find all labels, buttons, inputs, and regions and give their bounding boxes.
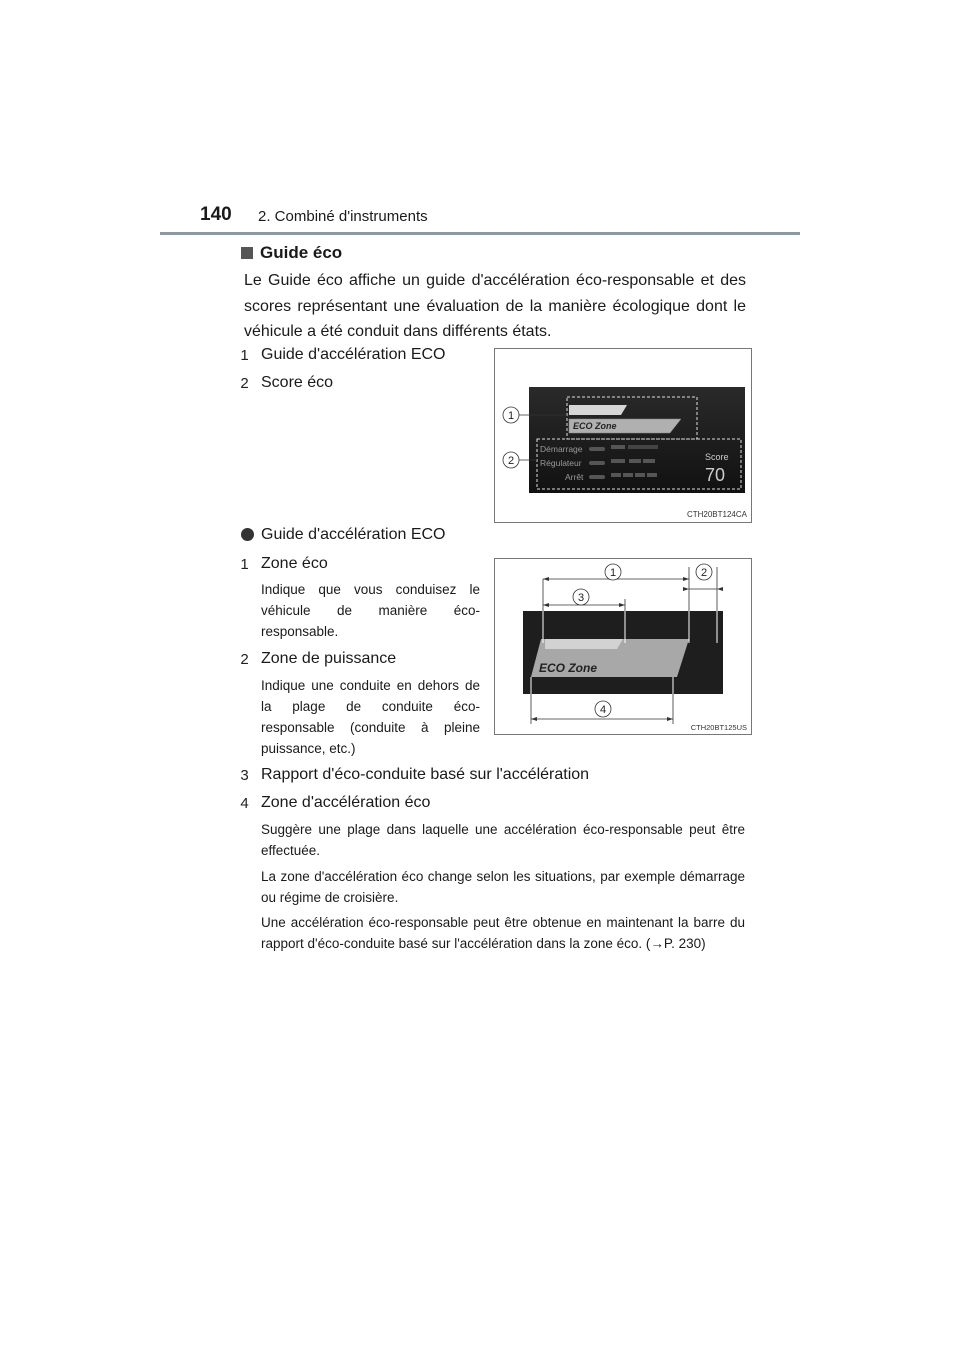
item-label: Zone éco	[261, 555, 328, 572]
square-bullet-icon	[241, 247, 253, 259]
row-label: Démarrage	[540, 444, 583, 454]
header-rule	[160, 232, 800, 235]
callout-number: 4	[599, 704, 607, 716]
paragraph-page-reference: Une accélération éco-responsable peut être obtenue en maintenant la barre du rapport d'éco-conduite basé sur l'accélération dans la zone éco. (→P. 230)	[261, 915, 745, 951]
callout-number: 2	[240, 375, 249, 392]
callout-number: 1	[240, 556, 249, 573]
section-intro: Le Guide éco affiche un guide d'accélération éco-responsable et des scores représentant une évaluation de la manière écologique dont le véhicule a été conduit dans différents états.	[244, 272, 746, 340]
callout-number: 4	[240, 795, 249, 812]
item-description: Indique une conduite en dehors de la plage de conduite éco-responsable (conduite à pleine puissance, etc.)	[261, 678, 480, 756]
score-value: 70	[705, 465, 726, 485]
round-bullet-icon	[241, 528, 254, 541]
paragraph: La zone d'accélération éco change selon les situations, par exemple démarrage ou régime de croisière.	[261, 869, 745, 905]
figure-eco-zone-diagram	[494, 558, 752, 735]
legend-label: Score éco	[261, 374, 334, 391]
eco-guide-display-illustration	[495, 349, 751, 522]
figure-code: CTH20BT125US	[690, 723, 747, 732]
callout-number: 1	[507, 410, 515, 422]
item-label: Zone d'accélération éco	[261, 794, 431, 811]
item-description: Indique que vous conduisez le véhicule de manière éco-responsable.	[261, 582, 480, 639]
eco-zone-label: ECO Zone	[573, 421, 617, 431]
subsection-title: Guide d'accélération ECO	[261, 526, 446, 543]
page-number: 140	[200, 204, 232, 225]
item-label: Zone de puissance	[261, 650, 397, 667]
row-label: Régulateur	[540, 458, 582, 468]
item-label: Rapport d'éco-conduite basé sur l'accélération	[261, 766, 590, 783]
score-label: Score	[705, 452, 729, 462]
section-title: Guide éco	[260, 243, 343, 262]
callout-number: 1	[240, 347, 249, 364]
chapter-title: 2. Combiné d'instruments	[258, 208, 428, 225]
paragraph: Suggère une plage dans laquelle une accélération éco-responsable peut être effectuée.	[261, 822, 745, 858]
callout-number: 1	[609, 567, 617, 579]
legend-label: Guide d'accélération ECO	[261, 346, 446, 363]
callout-number: 3	[577, 592, 585, 604]
figure-code: CTH20BT124CA	[686, 510, 747, 519]
eco-zone-diagram-illustration	[495, 559, 751, 734]
callout-number: 2	[240, 651, 249, 668]
callout-number: 3	[240, 767, 249, 784]
row-label: Arrêt	[565, 472, 584, 482]
callout-number: 2	[507, 455, 515, 467]
eco-zone-label: ECO Zone	[539, 661, 598, 675]
callout-number: 2	[700, 567, 708, 579]
figure-eco-guide-display	[494, 348, 752, 523]
